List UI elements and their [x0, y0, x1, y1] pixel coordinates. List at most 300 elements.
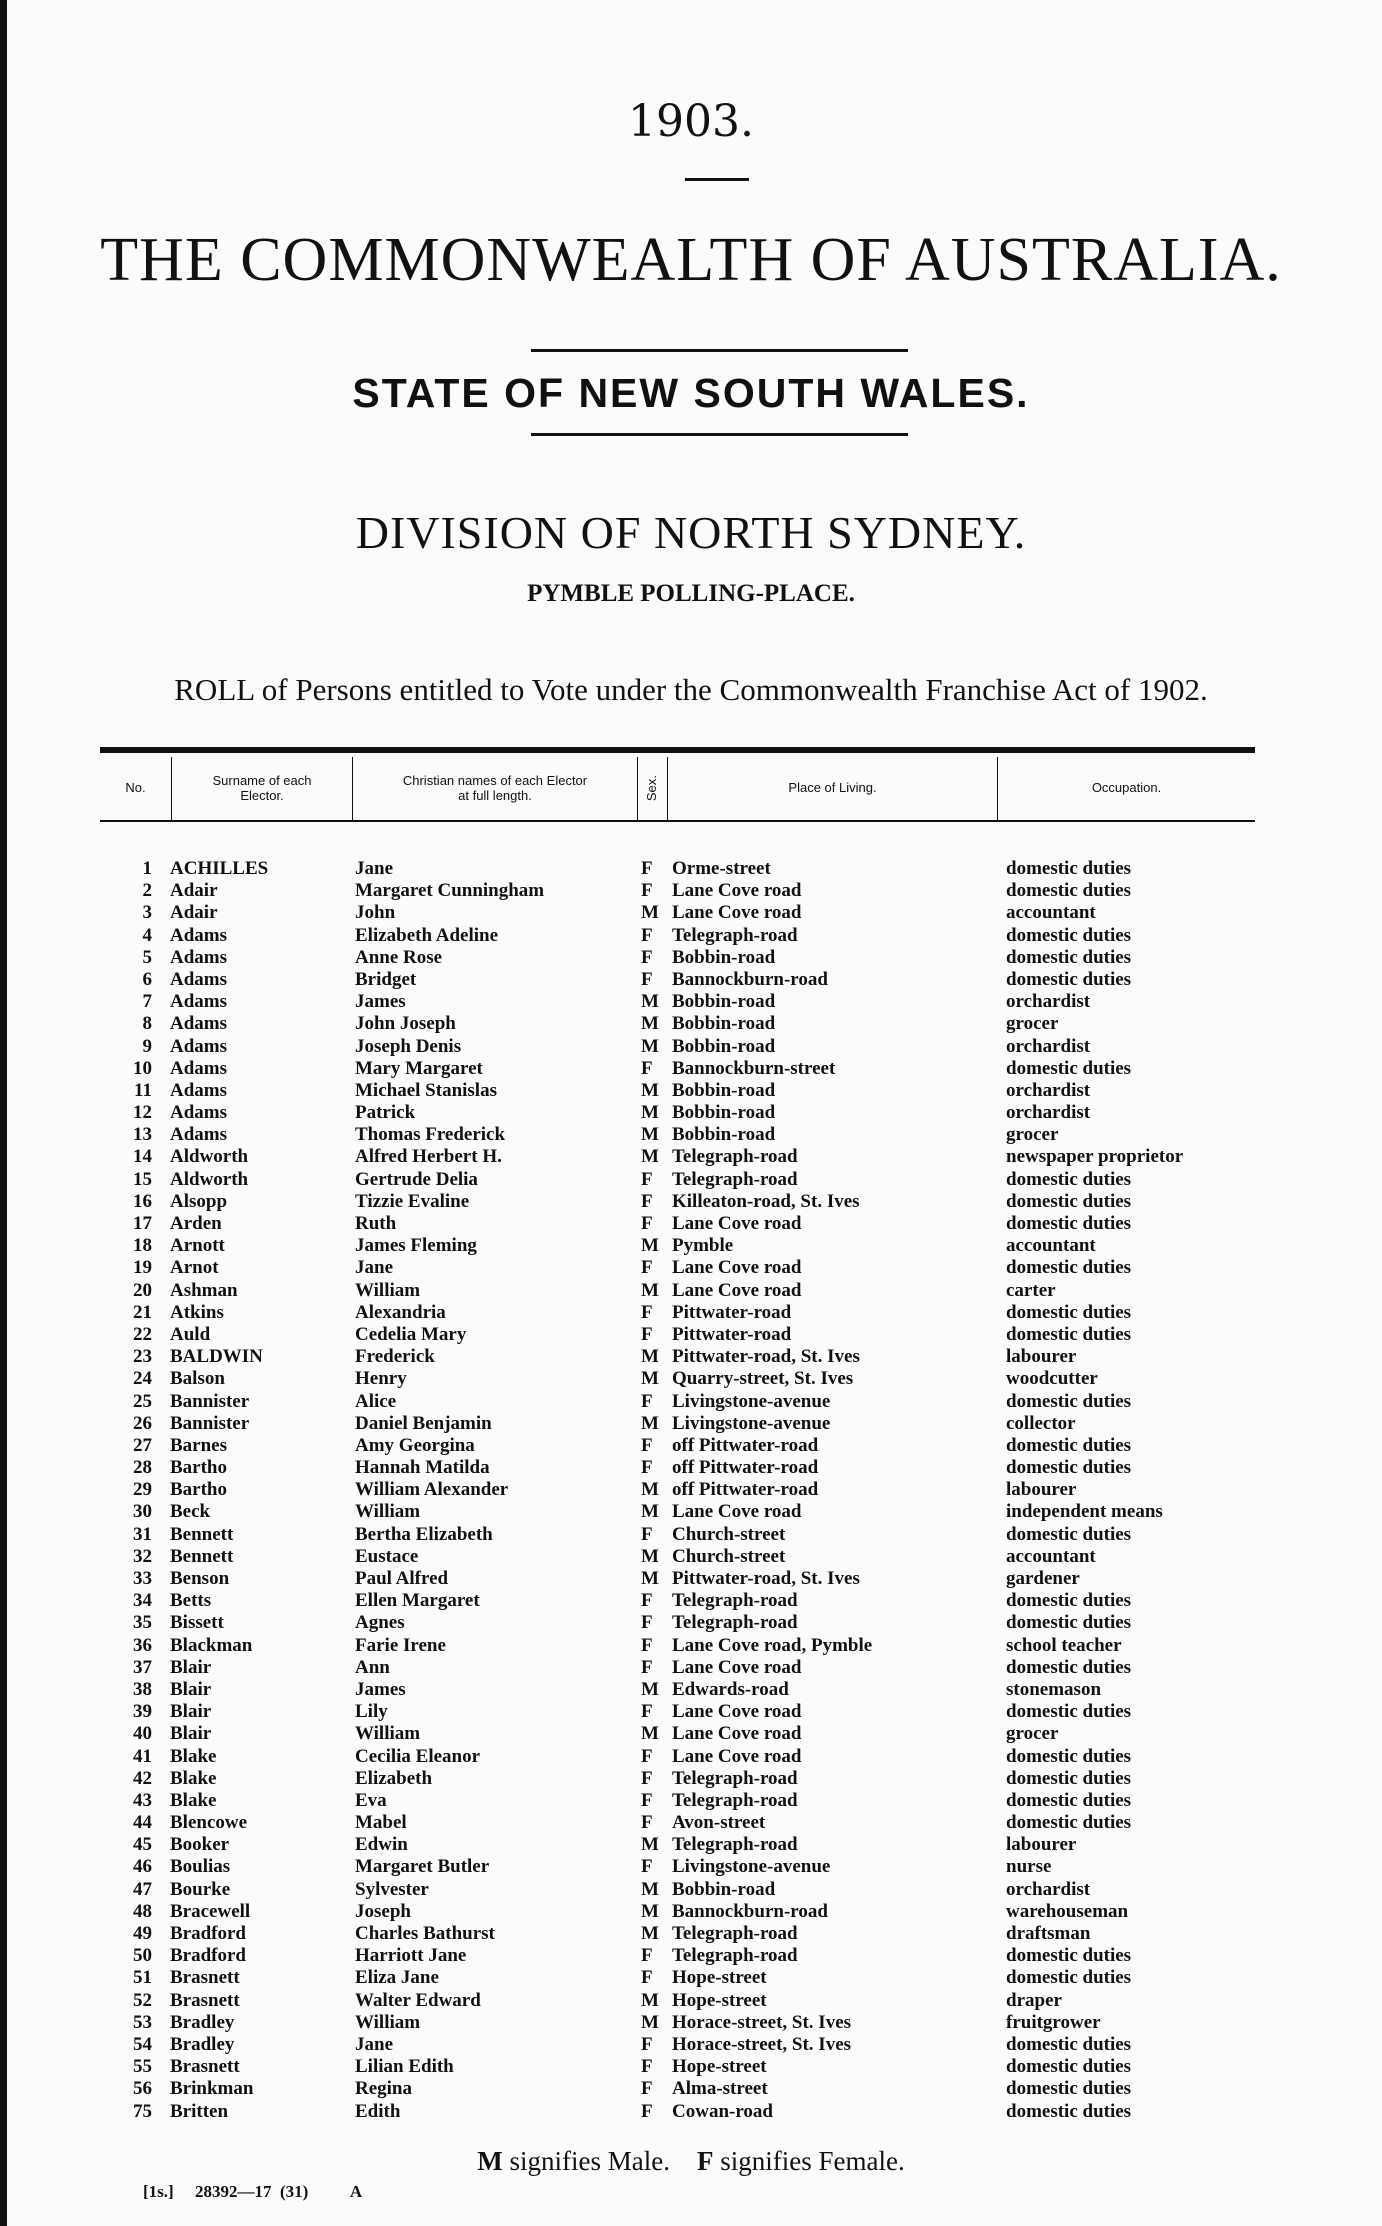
elector-place: Bobbin-road	[672, 1035, 776, 1057]
elector-surname: Blackman	[170, 1634, 253, 1656]
elector-number: 17	[133, 1213, 152, 1234]
table-header	[100, 757, 1255, 822]
polling-place-heading: PYMBLE POLLING-PLACE.	[527, 580, 855, 607]
elector-occupation: domestic duties	[1006, 1390, 1132, 1412]
elector-place: off Pittwater-road	[672, 1434, 819, 1456]
table-row	[0, 1723, 1382, 1745]
elector-place: Orme-street	[672, 858, 771, 879]
elector-occupation: labourer	[1006, 1479, 1077, 1501]
table-row	[0, 1080, 1382, 1102]
elector-sex: F	[641, 1967, 653, 1989]
elector-surname: Adams	[170, 1102, 228, 1124]
table-row	[0, 1346, 1382, 1368]
elector-sex: F	[641, 1390, 653, 1412]
elector-surname: Bartho	[170, 1457, 227, 1479]
elector-number: 50	[133, 1945, 152, 1967]
elector-surname: Adams	[170, 1013, 228, 1035]
elector-sex: F	[641, 1612, 653, 1634]
elector-surname: Arden	[170, 1213, 222, 1234]
elector-christian-names: William Alexander	[355, 1479, 509, 1501]
elector-christian-names: Alice	[355, 1390, 397, 1412]
elector-sex: M	[641, 1479, 659, 1501]
elector-surname: Brinkman	[170, 2078, 254, 2100]
elector-surname: Balson	[170, 1368, 225, 1390]
elector-number: 35	[133, 1612, 152, 1634]
elector-christian-names: Paul Alfred	[355, 1568, 449, 1589]
elector-christian-names: Elizabeth Adeline	[355, 924, 499, 946]
elector-place: off Pittwater-road	[672, 1479, 819, 1501]
column-header-surname: Surname of each Elector.	[172, 757, 353, 820]
elector-surname: Blair	[170, 1701, 212, 1723]
elector-place: Bannockburn-road	[672, 968, 828, 990]
elector-sex: M	[641, 1146, 659, 1168]
elector-occupation: orchardist	[1006, 991, 1091, 1013]
elector-sex: F	[641, 1767, 653, 1789]
elector-number: 19	[133, 1257, 152, 1279]
elector-sex: F	[641, 1856, 653, 1878]
elector-christian-names: Jane	[355, 858, 393, 879]
elector-number: 16	[133, 1190, 152, 1212]
column-header-christian-names: Christian names of each Elector at full length.	[353, 757, 638, 820]
elector-christian-names: Sylvester	[355, 1878, 429, 1900]
elector-christian-names: Ellen Margaret	[355, 1590, 480, 1612]
elector-number: 2	[142, 880, 152, 902]
elector-sex: F	[641, 1590, 653, 1612]
elector-sex: F	[641, 1745, 653, 1767]
elector-occupation: accountant	[1006, 1235, 1096, 1257]
table-row	[0, 1413, 1382, 1435]
elector-place: Horace-street, St. Ives	[672, 2011, 852, 2033]
elector-occupation: labourer	[1006, 1834, 1077, 1856]
elector-surname: Boulias	[170, 1856, 231, 1878]
elector-number: 23	[133, 1346, 152, 1368]
elector-surname: Bradley	[170, 2033, 235, 2055]
elector-occupation: domestic duties	[1006, 1590, 1132, 1612]
elector-surname: Brasnett	[170, 1989, 240, 2011]
table-row	[0, 1213, 1382, 1235]
elector-occupation: newspaper proprietor	[1006, 1146, 1184, 1168]
elector-christian-names: Elizabeth	[355, 1767, 433, 1789]
elector-surname: Adams	[170, 1079, 228, 1101]
elector-place: Church-street	[672, 1545, 786, 1567]
elector-occupation: carter	[1006, 1279, 1056, 1301]
elector-christian-names: Farie Irene	[355, 1634, 446, 1656]
table-row	[0, 902, 1382, 924]
elector-christian-names: Lily	[355, 1701, 388, 1723]
elector-occupation: domestic duties	[1006, 2100, 1132, 2122]
elector-christian-names: Agnes	[355, 1612, 405, 1634]
elector-sex: F	[641, 1257, 653, 1279]
elector-occupation: labourer	[1006, 1346, 1077, 1368]
elector-surname: Bourke	[170, 1878, 231, 1900]
elector-occupation: domestic duties	[1006, 1168, 1132, 1190]
elector-surname: Adams	[170, 946, 228, 968]
elector-surname: Adams	[170, 1057, 228, 1079]
table-row	[0, 2078, 1382, 2100]
elector-place: Telegraph-road	[672, 1923, 798, 1944]
elector-place: off Pittwater-road	[672, 1457, 819, 1479]
elector-sex: F	[641, 1945, 653, 1967]
elector-occupation: domestic duties	[1006, 1213, 1132, 1234]
elector-occupation: draper	[1006, 1989, 1062, 2011]
elector-surname: Bartho	[170, 1479, 227, 1501]
table-row	[0, 1834, 1382, 1856]
elector-surname: Bissett	[170, 1612, 224, 1634]
elector-surname: Bradley	[170, 2011, 235, 2033]
elector-occupation: domestic duties	[1006, 858, 1132, 879]
elector-place: Church-street	[672, 1523, 786, 1545]
elector-occupation: domestic duties	[1006, 1190, 1132, 1212]
elector-sex: F	[641, 1457, 653, 1479]
table-row	[0, 991, 1382, 1013]
elector-sex: F	[641, 924, 653, 946]
elector-occupation: domestic duties	[1006, 1434, 1132, 1456]
elector-occupation: domestic duties	[1006, 1767, 1132, 1789]
elector-place: Lane Cove road	[672, 1279, 802, 1301]
table-row	[0, 1768, 1382, 1790]
elector-number: 5	[142, 946, 152, 968]
elector-occupation: woodcutter	[1006, 1368, 1098, 1390]
elector-number: 49	[133, 1923, 152, 1944]
elector-sex: M	[641, 1923, 659, 1944]
table-row	[0, 880, 1382, 902]
elector-surname: Adams	[170, 924, 228, 946]
elector-number: 33	[133, 1568, 152, 1589]
elector-place: Lane Cove road, Pymble	[672, 1634, 873, 1656]
elector-christian-names: Edith	[355, 2100, 401, 2122]
elector-occupation: gardener	[1006, 1568, 1080, 1589]
elector-christian-names: Patrick	[355, 1102, 416, 1124]
elector-number: 10	[133, 1057, 152, 1079]
elector-place: Livingstone-avenue	[672, 1856, 831, 1878]
elector-christian-names: Henry	[355, 1368, 407, 1390]
elector-surname: Booker	[170, 1834, 230, 1856]
elector-surname: Bannister	[170, 1412, 250, 1434]
printer-reference	[143, 2182, 362, 2202]
elector-place: Telegraph-road	[672, 1945, 798, 1967]
elector-surname: Adams	[170, 968, 228, 990]
elector-occupation: domestic duties	[1006, 2056, 1132, 2078]
division-heading: DIVISION OF NORTH SYDNEY.	[355, 507, 1027, 558]
elector-sex: F	[641, 858, 653, 879]
elector-christian-names: Jane	[355, 1257, 393, 1279]
elector-number: 22	[133, 1323, 152, 1345]
elector-sex: F	[641, 1213, 653, 1234]
elector-sex: F	[641, 1701, 653, 1723]
table-row	[0, 1923, 1382, 1945]
elector-surname: Bradford	[170, 1945, 246, 1967]
table-row	[0, 1657, 1382, 1679]
elector-occupation: orchardist	[1006, 1035, 1091, 1057]
elector-occupation: stonemason	[1006, 1678, 1102, 1700]
elector-christian-names: William	[355, 1723, 421, 1745]
elector-occupation: domestic duties	[1006, 968, 1132, 990]
elector-number: 75	[133, 2100, 152, 2122]
elector-occupation: domestic duties	[1006, 1656, 1132, 1678]
elector-occupation: school teacher	[1006, 1634, 1122, 1656]
elector-christian-names: Mary Margaret	[355, 1057, 483, 1079]
elector-surname: Blake	[170, 1745, 217, 1767]
table-row	[0, 1257, 1382, 1279]
elector-place: Bobbin-road	[672, 1124, 776, 1146]
elector-surname: Betts	[170, 1590, 212, 1612]
elector-number: 12	[133, 1102, 152, 1124]
elector-list	[0, 858, 1382, 2123]
elector-sex: F	[641, 2100, 653, 2122]
elector-christian-names: James	[355, 991, 406, 1013]
elector-sex: F	[641, 1789, 653, 1811]
elector-occupation: grocer	[1006, 1723, 1059, 1745]
elector-place: Hope-street	[672, 1989, 767, 2011]
elector-occupation: domestic duties	[1006, 1523, 1132, 1545]
elector-occupation: domestic duties	[1006, 1457, 1132, 1479]
elector-sex: M	[641, 1102, 659, 1124]
elector-occupation: domestic duties	[1006, 1945, 1132, 1967]
table-row	[0, 1990, 1382, 2012]
elector-place: Quarry-street, St. Ives	[672, 1368, 854, 1390]
table-row	[0, 1812, 1382, 1834]
year-heading: 1903.	[628, 96, 754, 147]
elector-sex: M	[641, 1678, 659, 1700]
table-row	[0, 1590, 1382, 1612]
column-header-no: No.	[100, 757, 172, 820]
column-header-place: Place of Living.	[668, 757, 998, 820]
elector-occupation: domestic duties	[1006, 1257, 1132, 1279]
elector-sex: F	[641, 2078, 653, 2100]
legend-f-text: signifies Female.	[720, 2146, 905, 2176]
elector-place: Lane Cove road	[672, 1701, 802, 1723]
elector-sex: M	[641, 991, 659, 1013]
table-row	[0, 1280, 1382, 1302]
print-number: 28392—17	[194, 2182, 272, 2201]
elector-christian-names: Charles Bathurst	[355, 1923, 495, 1944]
elector-sex: F	[641, 2033, 653, 2055]
elector-surname: Bradford	[170, 1923, 246, 1944]
table-row	[0, 1546, 1382, 1568]
divider	[531, 433, 908, 436]
elector-occupation: grocer	[1006, 1013, 1059, 1035]
elector-sex: M	[641, 902, 659, 924]
elector-place: Horace-street, St. Ives	[672, 2033, 852, 2055]
elector-surname: Brasnett	[170, 1967, 240, 1989]
elector-surname: Blair	[170, 1656, 212, 1678]
elector-number: 13	[133, 1124, 152, 1146]
elector-sex: M	[641, 1124, 659, 1146]
elector-number: 7	[142, 991, 152, 1013]
divider	[531, 349, 908, 352]
elector-number: 44	[133, 1812, 152, 1834]
elector-christian-names: Michael Stanislas	[355, 1079, 497, 1101]
elector-place: Lane Cove road	[672, 1656, 802, 1678]
elector-place: Lane Cove road	[672, 902, 802, 924]
elector-place: Lane Cove road	[672, 1257, 802, 1279]
elector-place: Cowan-road	[672, 2100, 773, 2122]
elector-occupation: accountant	[1006, 902, 1096, 924]
table-row	[0, 1435, 1382, 1457]
print-count: (31)	[279, 2182, 309, 2201]
elector-occupation: independent means	[1006, 1501, 1163, 1523]
table-row	[0, 1102, 1382, 1124]
elector-sex: M	[641, 1501, 659, 1523]
elector-number: 41	[133, 1745, 152, 1767]
elector-place: Hope-street	[672, 2056, 767, 2078]
elector-surname: Alsopp	[170, 1190, 228, 1212]
page-title: THE COMMONWEALTH OF AUSTRALIA.	[100, 226, 1282, 294]
divider	[685, 178, 749, 181]
elector-number: 20	[133, 1279, 152, 1301]
elector-christian-names: Frederick	[355, 1346, 435, 1368]
elector-christian-names: Eustace	[355, 1545, 419, 1567]
elector-number: 32	[133, 1545, 152, 1567]
elector-surname: Benson	[170, 1568, 230, 1589]
elector-surname: Bennett	[170, 1523, 234, 1545]
elector-occupation: domestic duties	[1006, 946, 1132, 968]
elector-christian-names: Joseph	[355, 1900, 411, 1922]
table-row	[0, 1191, 1382, 1213]
elector-christian-names: Harriott Jane	[355, 1945, 467, 1967]
print-ref: [1s.]	[143, 2182, 174, 2201]
elector-number: 30	[133, 1501, 152, 1523]
elector-christian-names: Anne Rose	[355, 946, 443, 968]
elector-surname: ACHILLES	[170, 858, 269, 879]
elector-place: Killeaton-road, St. Ives	[672, 1190, 860, 1212]
elector-number: 14	[133, 1146, 152, 1168]
elector-sex: M	[641, 1013, 659, 1035]
elector-christian-names: Walter Edward	[355, 1989, 481, 2011]
elector-occupation: domestic duties	[1006, 1323, 1132, 1345]
table-row	[0, 1701, 1382, 1723]
table-row	[0, 2034, 1382, 2056]
elector-christian-names: Amy Georgina	[355, 1434, 475, 1456]
elector-occupation: domestic duties	[1006, 2078, 1132, 2100]
elector-christian-names: Lilian Edith	[355, 2056, 454, 2078]
elector-place: Bannockburn-road	[672, 1900, 828, 1922]
elector-sex: F	[641, 880, 653, 902]
table-row	[0, 1901, 1382, 1923]
table-row	[0, 1368, 1382, 1390]
elector-number: 37	[133, 1656, 152, 1678]
elector-number: 34	[133, 1590, 152, 1612]
table-row	[0, 1746, 1382, 1768]
elector-occupation: orchardist	[1006, 1102, 1091, 1124]
elector-surname: Atkins	[170, 1301, 224, 1323]
elector-christian-names: Mabel	[355, 1812, 407, 1834]
elector-occupation: grocer	[1006, 1124, 1059, 1146]
elector-number: 40	[133, 1723, 152, 1745]
elector-number: 24	[133, 1368, 152, 1390]
elector-place: Avon-street	[672, 1812, 766, 1834]
column-header-occupation: Occupation.	[1091, 780, 1162, 796]
table-row	[0, 1612, 1382, 1634]
elector-christian-names: Alexandria	[355, 1301, 446, 1323]
table-row	[0, 1169, 1382, 1191]
elector-place: Pittwater-road	[672, 1323, 792, 1345]
table-row	[0, 1324, 1382, 1346]
table-row	[0, 1124, 1382, 1146]
table-row	[0, 1479, 1382, 1501]
table-row	[0, 2101, 1382, 2123]
elector-surname: Adams	[170, 1035, 228, 1057]
elector-place: Hope-street	[672, 1967, 767, 1989]
elector-christian-names: Thomas Frederick	[355, 1124, 506, 1146]
elector-sex: M	[641, 1035, 659, 1057]
elector-occupation: domestic duties	[1006, 1301, 1132, 1323]
elector-place: Lane Cove road	[672, 1501, 802, 1523]
elector-occupation: domestic duties	[1006, 1745, 1132, 1767]
elector-place: Alma-street	[672, 2078, 768, 2100]
table-row	[0, 925, 1382, 947]
elector-number: 56	[133, 2078, 152, 2100]
elector-sex: F	[641, 1190, 653, 1212]
elector-sex: M	[641, 1723, 659, 1745]
elector-occupation: domestic duties	[1006, 1789, 1132, 1811]
elector-occupation: domestic duties	[1006, 1612, 1132, 1634]
elector-surname: Ashman	[170, 1279, 238, 1301]
elector-place: Telegraph-road	[672, 1834, 798, 1856]
elector-number: 51	[133, 1967, 152, 1989]
elector-occupation: domestic duties	[1006, 1812, 1132, 1834]
table-row	[0, 1635, 1382, 1657]
elector-christian-names: James	[355, 1678, 406, 1700]
elector-number: 26	[133, 1412, 152, 1434]
elector-place: Telegraph-road	[672, 1612, 798, 1634]
elector-occupation: domestic duties	[1006, 880, 1132, 902]
elector-place: Bobbin-road	[672, 1102, 776, 1124]
elector-occupation: collector	[1006, 1412, 1076, 1434]
elector-christian-names: William	[355, 1501, 421, 1523]
elector-christian-names: Bertha Elizabeth	[355, 1523, 493, 1545]
table-row	[0, 1524, 1382, 1546]
legend-m: M	[477, 2146, 503, 2176]
elector-number: 6	[142, 968, 152, 990]
elector-sex: M	[641, 1568, 659, 1589]
elector-sex: F	[641, 946, 653, 968]
elector-christian-names: Cedelia Mary	[355, 1323, 467, 1345]
elector-place: Bobbin-road	[672, 946, 776, 968]
elector-number: 47	[133, 1878, 152, 1900]
elector-surname: BALDWIN	[170, 1346, 263, 1368]
elector-place: Telegraph-road	[672, 924, 798, 946]
elector-number: 55	[133, 2056, 152, 2078]
elector-surname: Bennett	[170, 1545, 234, 1567]
table-row	[0, 969, 1382, 991]
table-row	[0, 1856, 1382, 1878]
elector-surname: Bracewell	[170, 1900, 251, 1922]
elector-surname: Arnott	[170, 1235, 225, 1257]
table-row	[0, 1391, 1382, 1413]
elector-number: 52	[133, 1989, 152, 2011]
elector-place: Telegraph-road	[672, 1767, 798, 1789]
elector-christian-names: John	[355, 902, 396, 924]
elector-christian-names: Ann	[355, 1656, 390, 1678]
elector-sex: M	[641, 1279, 659, 1301]
elector-sex: M	[641, 1989, 659, 2011]
elector-sex: M	[641, 1368, 659, 1390]
table-row	[0, 1967, 1382, 1989]
elector-surname: Adams	[170, 1124, 228, 1146]
sex-legend	[0, 2146, 1382, 2177]
elector-place: Bobbin-road	[672, 991, 776, 1013]
table-row	[0, 858, 1382, 880]
table-row	[0, 1568, 1382, 1590]
table-row	[0, 1679, 1382, 1701]
elector-surname: Adams	[170, 991, 228, 1013]
elector-sex: F	[641, 1812, 653, 1834]
elector-sex: M	[641, 1834, 659, 1856]
elector-place: Edwards-road	[672, 1678, 789, 1700]
elector-christian-names: Alfred Herbert H.	[355, 1146, 502, 1168]
elector-christian-names: Joseph Denis	[355, 1035, 462, 1057]
